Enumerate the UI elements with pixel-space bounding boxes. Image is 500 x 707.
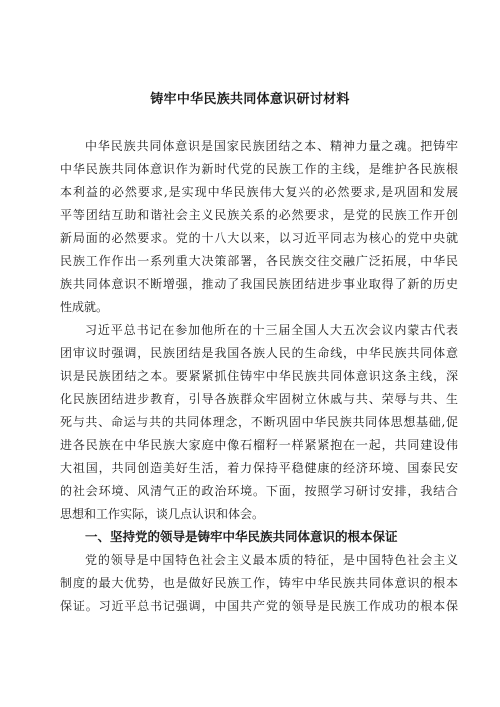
paragraph-line: 本利益的必然要求,是实现中华民族伟大复兴的必然要求,是巩固和发展 <box>60 185 458 199</box>
paragraph-line: 化民族团结进步教育，引导各族群众牢固树立休戚与共、荣辱与共、生 <box>60 392 458 406</box>
paragraph-line: 进各民族在中华民族大家庭中像石榴籽一样紧紧抱在一起，共同建设伟 <box>60 438 458 452</box>
paragraph-line: 的社会环境、风清气正的政治环境。下面，按照学习研讨安排，我结合 <box>60 484 458 498</box>
paragraph-line: 性成就。 <box>60 300 109 314</box>
paragraph-line: 中华民族共同体意识作为新时代党的民族工作的主线，是维护各民族根 <box>60 162 458 176</box>
paragraph-line: 识是民族团结之本。要紧紧抓住铸牢中华民族共同体意识这条主线，深 <box>60 369 458 383</box>
paragraph-line: 思想和工作实际，谈几点认识和体会。 <box>60 507 265 521</box>
paragraph-line: 制度的最大优势，也是做好民族工作，铸牢中华民族共同体意识的根本 <box>60 576 458 590</box>
paragraph-line: 保证。习近平总书记强调，中国共产党的领导是民族工作成功的根本保 <box>60 599 458 613</box>
section-heading: 一、坚持党的领导是铸牢中华民族共同体意识的根本保证 <box>85 529 398 544</box>
paragraph-line: 族共同体意识不断增强，推动了我国民族团结进步事业取得了新的历史 <box>60 277 458 291</box>
paragraph-line: 民族工作作出一系列重大决策部署，各民族交往交融广泛拓展，中华民 <box>60 254 458 268</box>
document-title: 铸牢中华民族共同体意识研讨材料 <box>150 92 350 107</box>
paragraph-line: 团审议时强调，民族团结是我国各族人民的生命线，中华民族共同体意 <box>60 346 458 360</box>
paragraph-line: 党的领导是中国特色社会主义最本质的特征，是中国特色社会主义 <box>85 553 458 567</box>
paragraph-line: 死与共、命运与共的共同体理念，不断巩固中华民族共同体思想基础,促 <box>60 415 458 429</box>
paragraph-line: 大祖国，共同创造美好生活，着力保持平稳健康的经济环境、国泰民安 <box>60 461 458 475</box>
paragraph-line: 新局面的必然要求。党的十八大以来，以习近平同志为核心的党中央就 <box>60 231 458 245</box>
paragraph-line: 平等团结互助和谐社会主义民族关系的必然要求，是党的民族工作开创 <box>60 208 458 222</box>
paragraph-line: 习近平总书记在参加他所在的十三届全国人大五次会议内蒙古代表 <box>85 323 458 337</box>
paragraph-line: 中华民族共同体意识是国家民族团结之本、精神力量之魂。把铸牢 <box>85 139 458 153</box>
